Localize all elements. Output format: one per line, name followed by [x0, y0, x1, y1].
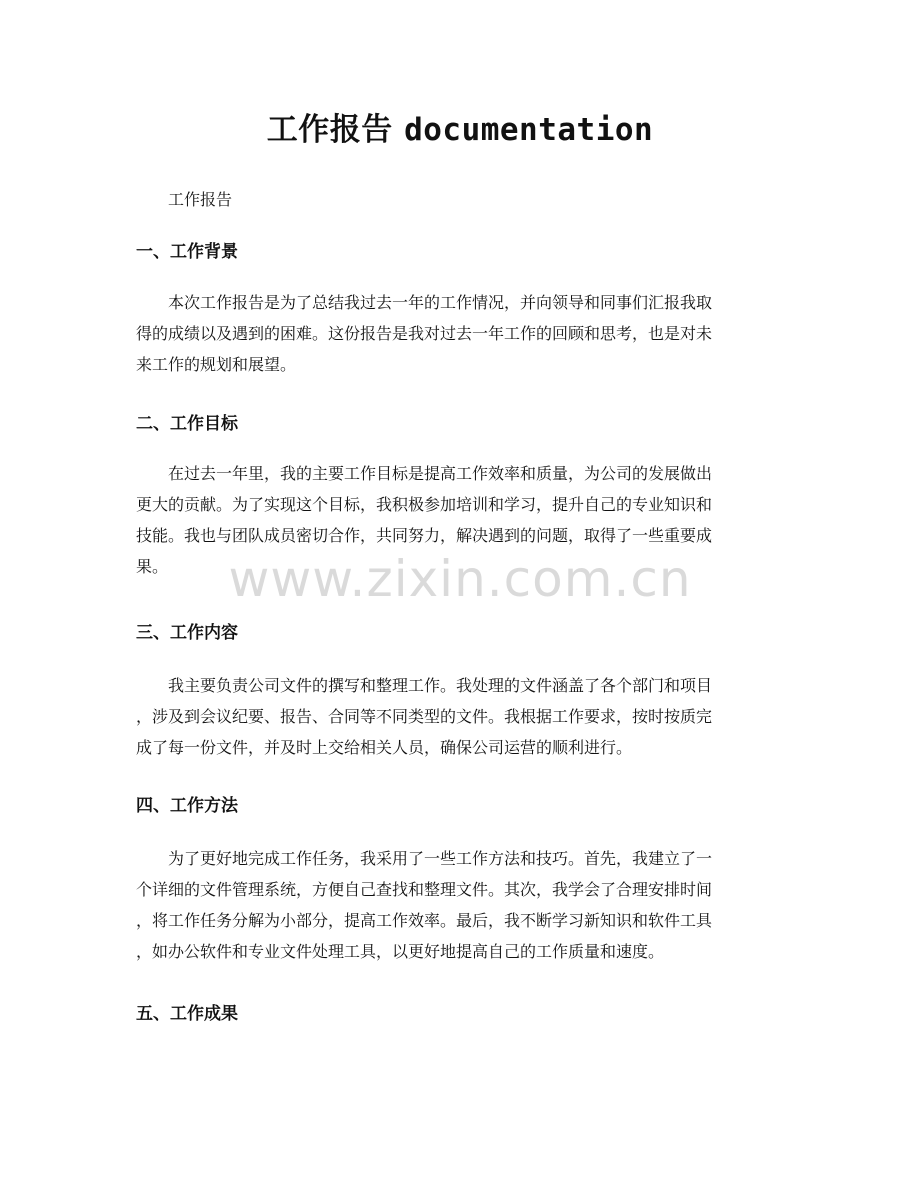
section-paragraph-content — [136, 670, 786, 763]
page-title-en: documentation — [404, 112, 654, 148]
section-heading-content: 三、工作内容 — [136, 623, 238, 643]
section-paragraph-goals — [136, 458, 786, 582]
paragraph-line: 来工作的规划和展望。 — [136, 355, 297, 374]
section-paragraph-methods — [136, 843, 786, 967]
paragraph-line: ，涉及到会议纪要、报告、合同等不同类型的文件。我根据工作要求，按时按质完 — [136, 707, 713, 726]
paragraph-line: ，将工作任务分解为小部分，提高工作效率。最后，我不断学习新知识和软件工具 — [136, 911, 713, 930]
paragraph-line: ，如办公软件和专业文件处理工具，以更好地提高自己的工作质量和速度。 — [136, 942, 665, 961]
paragraph-line: 在过去一年里，我的主要工作目标是提高工作效率和质量，为公司的发展做出 — [168, 464, 713, 483]
paragraph-line: 我主要负责公司文件的撰写和整理工作。我处理的文件涵盖了各个部门和项目 — [168, 676, 713, 695]
section-paragraph-background — [136, 287, 786, 380]
paragraph-line: 技能。我也与团队成员密切合作，共同努力，解决遇到的问题，取得了一些重要成 — [136, 526, 713, 545]
paragraph-line: 成了每一份文件，并及时上交给相关人员，确保公司运营的顺利进行。 — [136, 738, 633, 757]
page-title-zh: 工作报告 — [266, 112, 405, 148]
section-heading-methods: 四、工作方法 — [136, 796, 238, 816]
paragraph-line: 果。 — [136, 557, 169, 576]
paragraph-line: 为了更好地完成工作任务，我采用了一些工作方法和技巧。首先，我建立了一 — [168, 849, 713, 868]
section-heading-results: 五、工作成果 — [136, 1004, 238, 1024]
paragraph-line: 本次工作报告是为了总结我过去一年的工作情况，并向领导和同事们汇报我取 — [168, 293, 713, 312]
section-heading-background: 一、工作背景 — [136, 242, 238, 262]
document-subtitle: 工作报告 — [168, 190, 233, 209]
paragraph-line: 个详细的文件管理系统，方便自己查找和整理文件。其次，我学会了合理安排时间 — [136, 880, 713, 899]
paragraph-line: 更大的贡献。为了实现这个目标，我积极参加培训和学习，提升自己的专业知识和 — [136, 495, 713, 514]
page-title — [0, 108, 920, 152]
paragraph-line: 得的成绩以及遇到的困难。这份报告是我对过去一年工作的回顾和思考，也是对未 — [136, 324, 713, 343]
watermark-text: www.zixin.com.cn — [228, 550, 692, 608]
section-heading-goals: 二、工作目标 — [136, 414, 238, 434]
